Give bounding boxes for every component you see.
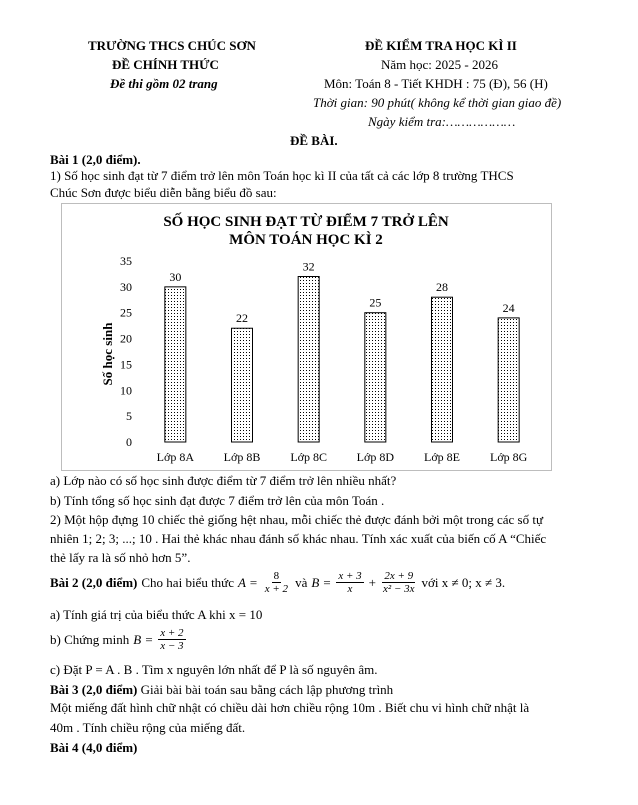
bai1-p2-line3: thẻ lấy ra là số nhỏ hơn 5”. xyxy=(50,550,191,565)
fraction-b1-den: x xyxy=(347,583,353,595)
bai2-title: Bài 2 (2,0 điểm) xyxy=(50,574,138,590)
bai1-title: Bài 1 (2,0 điểm). xyxy=(50,152,141,167)
bar-chart xyxy=(62,204,551,470)
y-tick-label: 0 xyxy=(126,435,132,449)
bai3-line1: Một miếng đất hình chữ nhật có chiều dài hơn chiều rộng 10m . Biết chu vi hình chữ nhật là xyxy=(50,700,530,715)
subject-line: Môn: Toán 8 - Tiết KHDH : 75 (Đ), 56 (H) xyxy=(324,76,548,91)
bar-data-label: 24 xyxy=(502,300,515,315)
expr-b-label: B = xyxy=(311,574,332,590)
y-axis-label: Số học sinh xyxy=(100,322,115,386)
time-line: Thời gian: 90 phút( không kể thời gian giao đề) xyxy=(313,95,562,110)
x-tick-label: Lớp 8B xyxy=(223,450,261,464)
fraction-b2-num: 2x + 9 xyxy=(384,570,414,582)
fraction-a-num: 8 xyxy=(273,570,280,582)
bar-lớp-8g xyxy=(498,318,519,442)
chart-title-line1: SỐ HỌC SINH ĐẠT TỪ ĐIỂM 7 TRỞ LÊN xyxy=(163,214,449,230)
fraction-b2-den: x² − 3x xyxy=(382,583,415,595)
x-tick-label: Lớp 8G xyxy=(489,450,528,464)
official-label: ĐỀ CHÍNH THỨC xyxy=(112,57,219,72)
section-title: ĐỀ BÀI. xyxy=(290,133,338,148)
exam-title: ĐỀ KIỂM TRA HỌC KÌ II xyxy=(365,38,517,53)
y-tick-label: 30 xyxy=(120,279,132,294)
bai1-p2-line2: nhiên 1; 2; 3; ...; 10 . Hai thẻ khác nhau đánh số khác nhau. Tính xác xuất của biến cố A “Chiếc xyxy=(50,531,547,546)
bai3-title-rest: Giải bài bài toán sau bằng cách lập phương trình xyxy=(140,682,394,697)
fraction-b1-num: x + 3 xyxy=(338,570,362,582)
bai1-question-b: b) Tính tổng số học sinh đạt được 7 điểm trở lên của môn Toán . xyxy=(50,493,385,508)
y-tick-label: 15 xyxy=(120,357,132,372)
bar-data-label: 30 xyxy=(169,269,182,284)
school-year: Năm học: 2025 - 2026 xyxy=(381,57,498,72)
bai3-line2: 40m . Tính chiều rộng của miếng đất. xyxy=(50,720,246,735)
bai2-question-c: c) Đặt P = A . B . Tìm x nguyên lớn nhất để P là số nguyên âm. xyxy=(50,662,378,677)
fraction-qb-num: x + 2 xyxy=(160,627,184,639)
bar-lớp-8c xyxy=(298,277,319,442)
fraction-qb xyxy=(158,627,185,652)
bai3-title: Bài 3 (2,0 điểm) xyxy=(50,682,138,697)
page-count: Đề thi gồm 02 trang xyxy=(110,76,218,91)
y-tick-label: 10 xyxy=(120,383,132,398)
bai2-intro: Cho hai biểu thức xyxy=(141,574,235,590)
fraction-a xyxy=(263,570,290,595)
condition: với x ≠ 0; x ≠ 3. xyxy=(421,574,506,590)
bai2-statement xyxy=(50,570,505,595)
bar-lớp-8b xyxy=(232,328,253,442)
x-tick-label: Lớp 8D xyxy=(356,450,395,464)
bai3-heading xyxy=(50,682,393,698)
bar-data-label: 28 xyxy=(436,280,448,295)
expr-a-label: A = xyxy=(238,574,258,590)
bar-lớp-8a xyxy=(165,287,186,442)
bai1-p1-line2: Chúc Sơn được biểu diễn bằng biểu đồ sau: xyxy=(50,185,277,200)
bar-lớp-8d xyxy=(365,313,386,442)
bar-data-label: 22 xyxy=(236,311,248,326)
x-tick-label: Lớp 8A xyxy=(156,450,195,464)
bai2-question-a: a) Tính giá trị của biểu thức A khi x = 10 xyxy=(50,607,263,622)
x-tick-label: Lớp 8E xyxy=(423,450,461,464)
bai2-qb-eq: B = xyxy=(133,631,154,647)
bai4-title: Bài 4 (4,0 điểm) xyxy=(50,740,138,755)
date-line: Ngày kiểm tra:……………… xyxy=(368,114,516,129)
y-tick-label: 5 xyxy=(126,409,132,424)
bai1-p2-line1: 2) Một hộp đựng 10 chiếc thẻ giống hệt nhau, mỗi chiếc thẻ được đánh bởi một trong các số tự xyxy=(50,512,544,527)
y-tick-label: 20 xyxy=(120,331,132,346)
chart-title-line2: MÔN TOÁN HỌC KÌ 2 xyxy=(229,232,383,248)
y-tick-label: 25 xyxy=(120,305,132,320)
bai1-p1-line1: 1) Số học sinh đạt từ 7 điểm trở lên môn Toán học kì II của tất cả các lớp 8 trường THCS xyxy=(50,168,514,183)
and-word: và xyxy=(295,574,308,590)
fraction-a-den: x + 2 xyxy=(264,583,289,595)
bar-data-label: 32 xyxy=(302,259,315,274)
bai2-qb-text: b) Chứng minh xyxy=(50,631,130,647)
plus-sign: + xyxy=(368,574,376,590)
bar-chart-frame xyxy=(61,203,552,471)
bar-data-label: 25 xyxy=(369,295,382,310)
fraction-qb-den: x − 3 xyxy=(160,640,184,652)
bar-lớp-8e xyxy=(432,297,453,442)
fraction-b2 xyxy=(381,570,417,595)
school-name: TRƯỜNG THCS CHÚC SƠN xyxy=(88,38,256,53)
bai2-question-b xyxy=(50,627,187,652)
x-tick-label: Lớp 8C xyxy=(290,450,328,464)
y-tick-label: 35 xyxy=(120,254,132,268)
fraction-b1 xyxy=(336,570,363,595)
bai1-question-a: a) Lớp nào có số học sinh được điểm từ 7 điểm trở lên nhiều nhất? xyxy=(50,473,397,488)
